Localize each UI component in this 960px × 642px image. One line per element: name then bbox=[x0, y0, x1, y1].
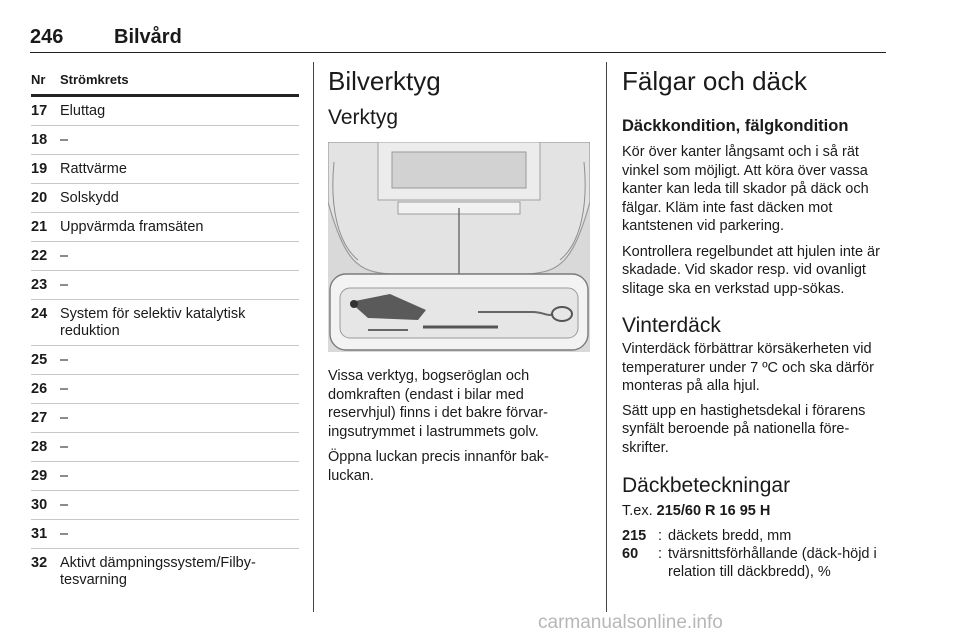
fuse-table bbox=[31, 66, 299, 594]
table-row bbox=[31, 155, 299, 184]
spec-value: tvärsnittsförhållande (däck-höjd i relation till däckbredd), % bbox=[668, 545, 877, 580]
tools-paragraph-2: Öppna luckan precis innanför bak-luckan. bbox=[328, 449, 549, 484]
table-row bbox=[31, 375, 299, 404]
spec-separator: : bbox=[658, 545, 663, 562]
fuse-number: 25 bbox=[31, 352, 48, 368]
fuse-number: 32 bbox=[31, 555, 48, 571]
header-nr: Nr bbox=[31, 72, 46, 87]
spec-separator: : bbox=[658, 527, 663, 544]
fuse-circuit: – bbox=[60, 352, 69, 368]
table-row bbox=[31, 346, 299, 375]
page-header bbox=[30, 26, 886, 53]
fuse-circuit: Rattvärme bbox=[60, 161, 127, 177]
table-row bbox=[31, 462, 299, 491]
spec-list bbox=[622, 527, 888, 581]
watermark: carmanualsonline.info bbox=[538, 612, 723, 633]
fuse-circuit: – bbox=[60, 277, 69, 293]
table-row bbox=[31, 184, 299, 213]
fuse-number: 27 bbox=[31, 410, 48, 426]
example-code: 215/60 R 16 95 H bbox=[656, 503, 771, 519]
fuse-number: 19 bbox=[31, 161, 48, 177]
fuse-circuit: – bbox=[60, 381, 69, 397]
example-prefix: T.ex. bbox=[622, 503, 657, 519]
spec-key: 60 bbox=[622, 545, 639, 562]
column-divider bbox=[606, 62, 607, 612]
section-title: Bilvård bbox=[114, 26, 182, 48]
fuse-number: 29 bbox=[31, 468, 48, 484]
table-row bbox=[31, 549, 299, 594]
spec-value: däckets bredd, mm bbox=[668, 527, 792, 544]
fuse-number: 22 bbox=[31, 248, 48, 264]
fuse-circuit: Solskydd bbox=[60, 190, 119, 206]
fuse-number: 18 bbox=[31, 132, 48, 148]
condition-paragraph-1: Kör över kanter långsamt och i så rät vinkel som möjligt. Att köra över vassa kanter kan leda till skador på däck och fälgar. Kläm inte fast däcken mot kantstenen vid parkering. bbox=[622, 144, 869, 234]
fuse-circuit: – bbox=[60, 497, 69, 513]
fuse-circuit: System för selektiv katalytisk reduktion bbox=[60, 306, 246, 339]
table-row bbox=[31, 97, 299, 126]
wheels-section bbox=[622, 62, 888, 581]
fuse-number: 30 bbox=[31, 497, 48, 513]
table-row bbox=[31, 271, 299, 300]
table-row bbox=[31, 520, 299, 549]
condition-subheading: Däckkondition, fälgkondition bbox=[622, 117, 849, 135]
fuse-circuit: – bbox=[60, 410, 69, 426]
winter-heading: Vinterdäck bbox=[622, 314, 721, 337]
fuse-circuit: – bbox=[60, 248, 69, 264]
markings-heading: Däckbeteckningar bbox=[622, 474, 791, 497]
winter-paragraph-1: Vinterdäck förbättrar körsäkerheten vid temperaturer under 7 ºC och ska därför monteras på alla hjul. bbox=[622, 341, 874, 394]
fuse-circuit: – bbox=[60, 468, 69, 484]
table-row bbox=[31, 300, 299, 346]
column-divider bbox=[313, 62, 314, 612]
table-row bbox=[31, 404, 299, 433]
fuse-number: 26 bbox=[31, 381, 48, 397]
fuse-number: 31 bbox=[31, 526, 48, 542]
tools-section bbox=[328, 62, 590, 485]
fuse-number: 21 bbox=[31, 219, 48, 235]
spec-key: 215 bbox=[622, 527, 647, 544]
spec-row bbox=[622, 545, 888, 581]
table-row bbox=[31, 242, 299, 271]
condition-paragraph-2: Kontrollera regelbundet att hjulen inte är skadade. Vid skador resp. vid ovanligt slitage ska en verkstad upp-sökas. bbox=[622, 243, 880, 297]
fuse-circuit: Aktivt dämpningssystem/Filby-tesvarning bbox=[60, 555, 256, 588]
fuse-circuit: – bbox=[60, 132, 69, 148]
fuse-number: 28 bbox=[31, 439, 48, 455]
table-row bbox=[31, 213, 299, 242]
spec-row bbox=[622, 527, 888, 545]
fuse-number: 20 bbox=[31, 190, 48, 206]
fuse-number: 23 bbox=[31, 277, 48, 293]
tools-illustration bbox=[328, 142, 590, 352]
tools-paragraph-1: Vissa verktyg, bogseröglan och domkraften (endast i bilar med reservhjul) finns i det bakre förvar-ingsutrymmet i lastrummets golv. bbox=[328, 368, 548, 440]
fuse-circuit: Eluttag bbox=[60, 103, 106, 119]
wheels-heading: Fälgar och däck bbox=[622, 66, 807, 96]
table-row bbox=[31, 491, 299, 520]
fuse-circuit: – bbox=[60, 526, 69, 542]
fuse-number: 17 bbox=[31, 103, 48, 119]
fuse-circuit: Uppvärmda framsäten bbox=[60, 219, 204, 235]
tools-heading: Bilverktyg bbox=[328, 66, 441, 96]
winter-paragraph-2: Sätt upp en hastighetsdekal i förarens synfält beroende på nationella före-skrifter. bbox=[622, 402, 866, 456]
example-line bbox=[622, 502, 888, 521]
header-circuit: Strömkrets bbox=[60, 72, 129, 87]
tools-subheading: Verktyg bbox=[328, 106, 399, 129]
fuse-number: 24 bbox=[31, 306, 48, 322]
fuse-circuit: – bbox=[60, 439, 69, 455]
table-row bbox=[31, 126, 299, 155]
table-row bbox=[31, 433, 299, 462]
page-number: 246 bbox=[30, 26, 64, 48]
table-header bbox=[31, 66, 299, 97]
